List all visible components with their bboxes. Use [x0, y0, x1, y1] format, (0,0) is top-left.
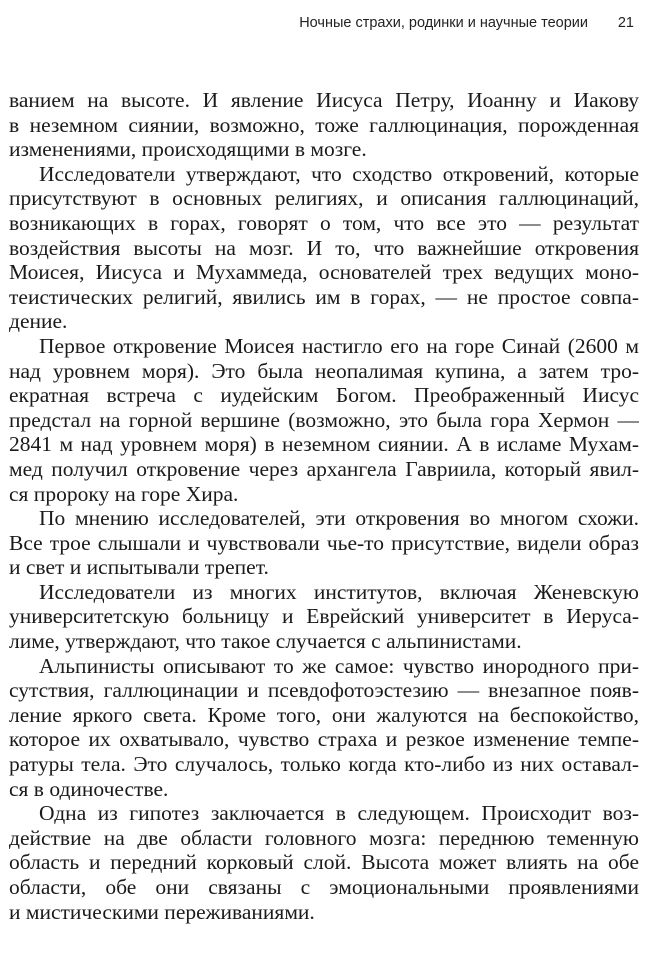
- paragraph: [9, 506, 639, 580]
- text-line: теистических религий, явились им в горах, — не простое совпа-: [9, 284, 639, 309]
- text-line: и мистическими переживаниями.: [9, 899, 315, 924]
- text-line: дение.: [9, 309, 68, 334]
- text-line: Все трое слышали и чувствовали чье-то присутствие, видели образ: [9, 530, 639, 555]
- text-line: области, обе они связаны с эмоциональными проявлениями: [9, 875, 639, 899]
- text-line: действие на две области головного мозга: переднюю теменную: [9, 825, 639, 850]
- running-title: Ночные страхи, родинки и научные теории: [299, 15, 588, 31]
- body-text: [9, 88, 639, 924]
- text-line: ление яркого света. Кроме того, они жалуются на беспокойство,: [9, 702, 639, 727]
- text-line: Моисея, Иисуса и Мухаммеда, основателей трех ведущих моно-: [9, 260, 639, 285]
- text-line: область и передний корковый слой. Высота может влиять на обе: [9, 850, 639, 875]
- text-line: екратная встреча с иудейским Богом. Преображенный Иисус: [9, 383, 639, 408]
- text-line: присутствуют в основных религиях, и описания галлюцинаций,: [9, 186, 639, 211]
- text-line: которое их охватывало, чувство страха и резкое изменение темпе-: [9, 727, 639, 752]
- text-line: Альпинисты описывают то же самое: чувство инородного при-: [39, 653, 639, 678]
- text-line: Одна из гипотез заключается в следующем. Происходит воз-: [39, 801, 639, 826]
- text-line: над уровнем моря). Это была неопалимая купина, а затем тро-: [9, 358, 639, 383]
- text-line: 2841 м над уровнем моря) в неземном сиянии. А в исламе Мухам-: [9, 432, 639, 457]
- text-line: в неземном сиянии, возможно, тоже галлюцинация, порожденная: [9, 112, 639, 137]
- text-line: Исследователи утверждают, что сходство откровений, которые: [39, 161, 639, 186]
- text-line: изменениями, происходящими в мозге.: [9, 137, 367, 162]
- text-line: мед получил откровение через архангела Гавриила, который явил-: [9, 456, 639, 481]
- paragraph: [9, 654, 639, 802]
- paragraph: [9, 801, 639, 924]
- text-line: Первое откровение Моисея настигло его на горе Синай (2600 м: [39, 333, 639, 358]
- text-line: университетскую больницу и Еврейский университет в Иеруса-: [9, 604, 639, 629]
- text-line: воздействия высоты на мозг. И то, что важнейшие откровения: [9, 235, 639, 260]
- paragraph: [9, 88, 639, 162]
- text-line: ся в одиночестве.: [9, 776, 169, 801]
- text-line: возникающих в горах, говорят о том, что все это — результат: [9, 210, 639, 235]
- paragraph: [9, 580, 639, 654]
- running-header: [0, 10, 652, 40]
- text-line: сутствия, галлюцинации и псевдофотоэстезию — внезапное появ-: [9, 678, 639, 703]
- paragraph: [9, 334, 639, 506]
- text-line: лиме, утверждают, что такое случается с альпинистами.: [9, 629, 522, 654]
- text-line: ся пророку на горе Хира.: [9, 481, 239, 506]
- text-line: ванием на высоте. И явление Иисуса Петру, Иоанну и Иакову: [9, 88, 639, 112]
- text-line: предстал на горной вершине (возможно, это была гора Хермон —: [9, 407, 639, 432]
- text-line: ратуры тела. Это случалось, только когда кто-либо из них оставал-: [9, 752, 639, 777]
- paragraph: [9, 162, 639, 334]
- text-line: По мнению исследователей, эти откровения во многом схожи.: [39, 506, 639, 531]
- text-line: Исследователи из многих институтов, включая Женевскую: [39, 579, 639, 604]
- text-line: и свет и испытывали трепет.: [9, 555, 269, 580]
- page-number: 21: [617, 15, 634, 31]
